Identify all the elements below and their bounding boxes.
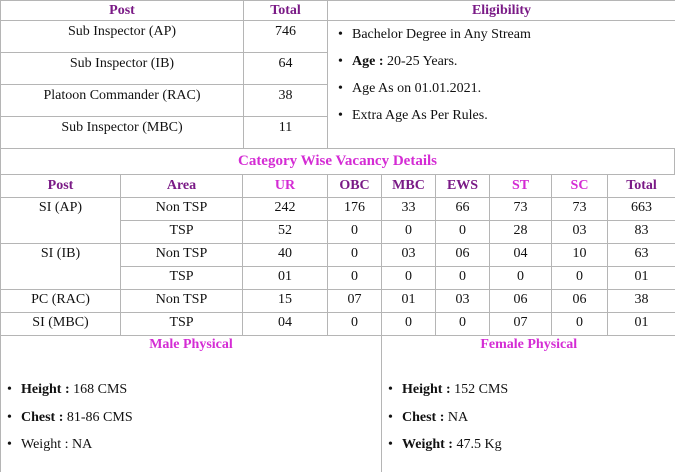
- value-cell: 0: [328, 221, 382, 244]
- area-cell: Non TSP: [121, 244, 243, 267]
- male-physical-list: [1, 354, 381, 463]
- col-mbc-header: MBC: [382, 175, 436, 198]
- table-row: [1, 198, 675, 221]
- value-cell: 66: [436, 198, 490, 221]
- value-cell: 01: [608, 267, 675, 290]
- list-item: [334, 52, 669, 79]
- value-cell: 0: [328, 267, 382, 290]
- value-cell: 33: [382, 198, 436, 221]
- list-item: [382, 380, 675, 408]
- value-cell: 07: [328, 290, 382, 313]
- male-physical-cell: [1, 336, 382, 472]
- value-cell: 40: [243, 244, 328, 267]
- value-cell: 52: [243, 221, 328, 244]
- value-cell: 03: [436, 290, 490, 313]
- posts-header-row: [1, 1, 675, 21]
- age-label: Age :: [352, 54, 384, 69]
- value-cell: 0: [552, 313, 608, 336]
- value-cell: 0: [436, 267, 490, 290]
- physical-row: [1, 336, 675, 472]
- male-height-value: 168 CMS: [69, 382, 128, 397]
- table-row: [1, 313, 675, 336]
- female-height-label: Height :: [402, 382, 451, 397]
- post-cell: Sub Inspector (IB): [1, 53, 244, 85]
- post-cell: Sub Inspector (AP): [1, 21, 244, 53]
- post-cell: PC (RAC): [1, 290, 121, 313]
- female-chest-value: NA: [444, 409, 469, 425]
- list-item: • Age As on 01.01.2021.: [334, 79, 669, 106]
- list-item: [1, 380, 381, 408]
- value-cell: 0: [328, 244, 382, 267]
- eligibility-cell: [328, 21, 675, 149]
- value-cell: 38: [608, 290, 675, 313]
- value-cell: 83: [608, 221, 675, 244]
- list-item: [1, 408, 381, 436]
- value-cell: 28: [490, 221, 552, 244]
- category-title: Category Wise Vacancy Details: [0, 149, 675, 174]
- vacancy-table: [0, 174, 675, 336]
- vacancy-header-row: [1, 175, 675, 198]
- table-row: [1, 21, 675, 53]
- female-weight-value: 47.5 Kg: [452, 437, 502, 452]
- value-cell: 0: [552, 267, 608, 290]
- value-cell: 0: [382, 221, 436, 244]
- post-header: Post: [1, 1, 244, 21]
- value-cell: 0: [490, 267, 552, 290]
- col-total-header: Total: [608, 175, 675, 198]
- male-chest-value: 81-86 CMS: [63, 409, 133, 425]
- male-chest-label: Chest :: [21, 409, 64, 425]
- col-post-header: Post: [1, 175, 121, 198]
- col-sc-header: SC: [552, 175, 608, 198]
- eligibility-list: [334, 25, 669, 133]
- total-header: Total: [244, 1, 328, 21]
- value-cell: 63: [608, 244, 675, 267]
- female-physical-title: Female Physical: [480, 337, 578, 352]
- value-cell: 01: [243, 267, 328, 290]
- area-cell: TSP: [121, 313, 243, 336]
- value-cell: 10: [552, 244, 608, 267]
- post-cell: SI (MBC): [1, 313, 121, 336]
- post-cell: Platoon Commander (RAC): [1, 85, 244, 117]
- female-physical-list: [382, 354, 675, 463]
- value-cell: 73: [552, 198, 608, 221]
- area-cell: TSP: [121, 267, 243, 290]
- male-height-label: Height :: [21, 382, 70, 397]
- value-cell: 242: [243, 198, 328, 221]
- value-cell: 0: [436, 313, 490, 336]
- col-ur-header: UR: [243, 175, 328, 198]
- post-cell: Sub Inspector (MBC): [1, 117, 244, 149]
- list-item: [382, 408, 675, 436]
- value-cell: 07: [490, 313, 552, 336]
- female-physical-cell: [382, 336, 675, 472]
- value-cell: 15: [243, 290, 328, 313]
- list-item: • Extra Age As Per Rules.: [334, 106, 669, 133]
- col-area-header: Area: [121, 175, 243, 198]
- male-physical-title: Male Physical: [149, 337, 233, 352]
- value-cell: 0: [436, 221, 490, 244]
- posts-table: [0, 0, 675, 149]
- value-cell: 663: [608, 198, 675, 221]
- area-cell: Non TSP: [121, 290, 243, 313]
- value-cell: 0: [382, 313, 436, 336]
- total-cell: 38: [244, 85, 328, 117]
- table-row: [1, 290, 675, 313]
- female-height-value: 152 CMS: [450, 382, 509, 397]
- value-cell: 176: [328, 198, 382, 221]
- value-cell: 73: [490, 198, 552, 221]
- total-cell: 11: [244, 117, 328, 149]
- area-cell: TSP: [121, 221, 243, 244]
- total-cell: 64: [244, 53, 328, 85]
- post-cell: SI (IB): [1, 244, 121, 290]
- value-cell: 03: [382, 244, 436, 267]
- value-cell: 06: [436, 244, 490, 267]
- col-st-header: ST: [490, 175, 552, 198]
- total-cell: 746: [244, 21, 328, 53]
- area-cell: Non TSP: [121, 198, 243, 221]
- col-ews-header: EWS: [436, 175, 490, 198]
- value-cell: 04: [243, 313, 328, 336]
- value-cell: 0: [382, 267, 436, 290]
- value-cell: 01: [382, 290, 436, 313]
- value-cell: 03: [552, 221, 608, 244]
- list-item: [382, 435, 675, 463]
- table-row: [1, 244, 675, 267]
- eligibility-header: Eligibility: [328, 1, 675, 21]
- female-chest-label: Chest :: [402, 409, 445, 425]
- col-obc-header: OBC: [328, 175, 382, 198]
- list-item: • Weight : NA: [1, 435, 381, 463]
- female-weight-label: Weight :: [402, 437, 453, 452]
- value-cell: 06: [552, 290, 608, 313]
- value-cell: 01: [608, 313, 675, 336]
- list-item: • Bachelor Degree in Any Stream: [334, 25, 669, 52]
- value-cell: 06: [490, 290, 552, 313]
- value-cell: 04: [490, 244, 552, 267]
- value-cell: 0: [328, 313, 382, 336]
- post-cell: SI (AP): [1, 198, 121, 244]
- physical-table: [0, 336, 675, 472]
- age-value: 20-25 Years.: [383, 54, 458, 69]
